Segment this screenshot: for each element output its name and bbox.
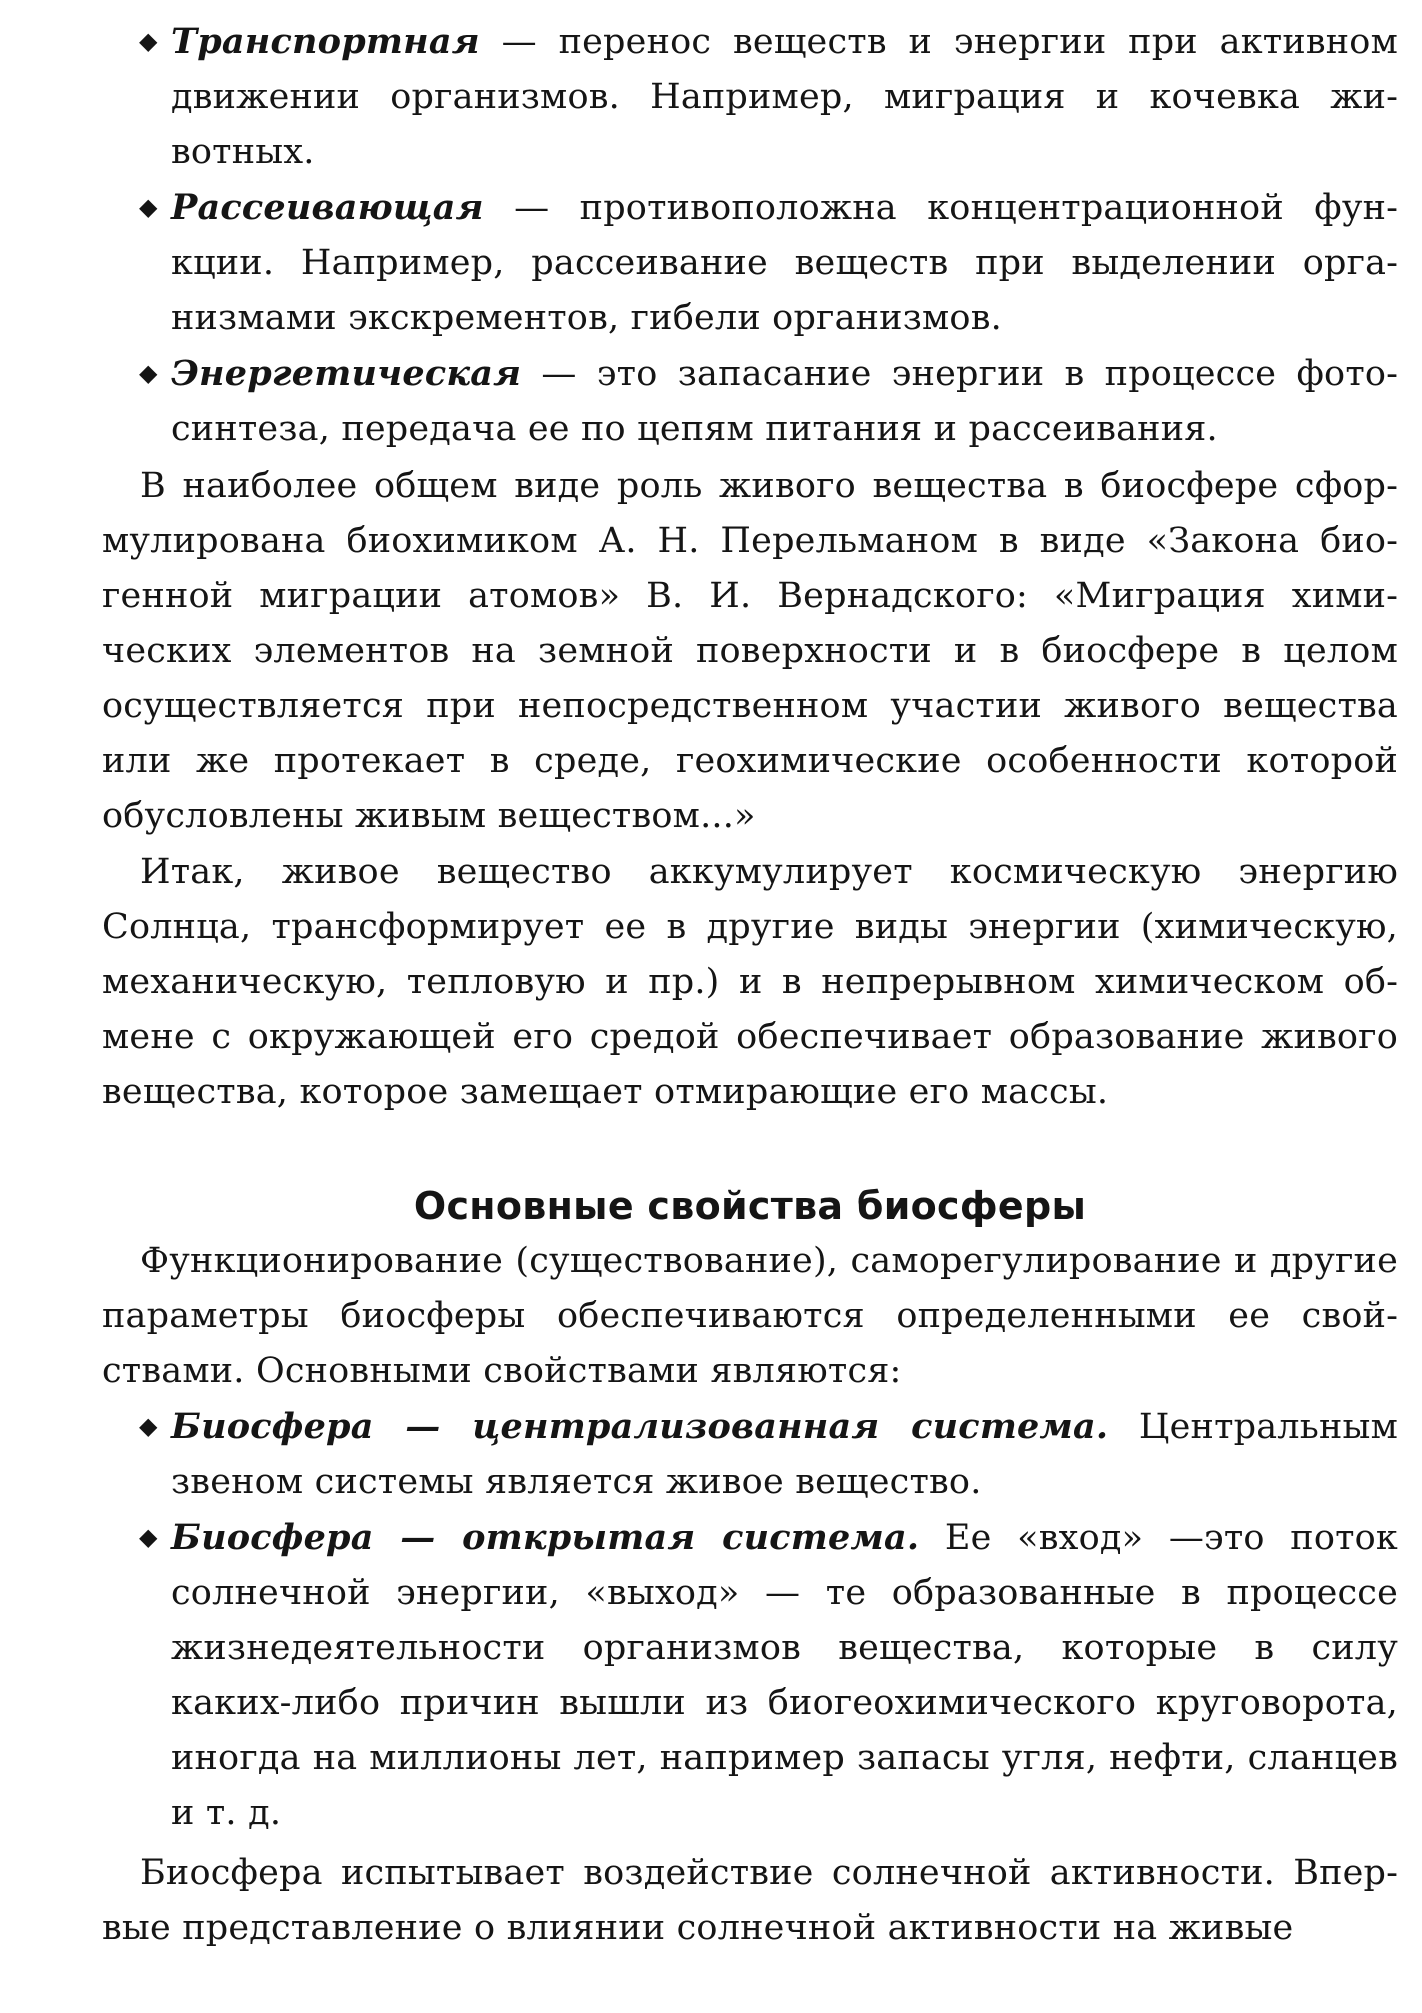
- paragraph-solar-activity: Биосфера испытывает воздействие солнечной активности. Впервые представление о влиянии солнечной активности на живые: [102, 1853, 1398, 1948]
- term-open-system: Биосфера — открытая система.: [171, 1517, 920, 1558]
- diamond-bullet-icon: ◆: [139, 1523, 158, 1551]
- term-centralized: Биосфера — централизованная система.: [171, 1406, 1109, 1447]
- diamond-bullet-icon: ◆: [139, 359, 158, 387]
- list-item-open-system: [102, 1510, 1398, 1841]
- document-page: [102, 14, 1398, 1956]
- list-item-dispersing: [102, 180, 1398, 346]
- definition-dispersing: — противоположна концентрационной функции. Например, рассеивание веществ при выделении организмами экскрементов, гибели организмов.: [171, 188, 1398, 338]
- paragraph-perelman-law: В наиболее общем виде роль живого вещества в биосфере сформулирована биохимиком А. Н. Перельманом в виде «Закона биогенной миграции атомов» В. И. Вернадского: «Миграция химических элементов на земной поверхности и в биосфере в целом осуществляется при непосредственном участии живого вещества или же протекает в среде, геохимические особенности которой обусловлены живым веществом...»: [102, 466, 1398, 836]
- diamond-bullet-icon: ◆: [139, 1412, 158, 1440]
- list-item-centralized: [102, 1399, 1398, 1510]
- diamond-bullet-icon: ◆: [139, 27, 158, 55]
- definition-transport: — перенос веществ и энергии при активном движении организмов. Например, миграция и кочевка животных.: [171, 22, 1398, 172]
- definition-open-system: Ее «вход» —это поток солнечной энергии, «выход» — те образованные в процессе жизнедеятельности организмов вещества, которые в силу каких-либо причин вышли из биогеохимического круговорота, иногда на миллионы лет, например запасы угля, нефти, сланцев и т. д.: [171, 1518, 1398, 1833]
- paragraph-summary: Итак, живое вещество аккумулирует космическую энергию Солнца, трансформирует ее в другие виды энергии (химическую, механическую, тепловую и пр.) и в непрерывном химическом обмене с окружающей его средой обеспечивает образование живого вещества, которое замещает отмирающие его массы.: [102, 852, 1398, 1112]
- section-heading: Основные свойства биосферы: [413, 1184, 1087, 1228]
- term-energy: Энергетическая: [171, 353, 522, 394]
- list-item-transport: [102, 14, 1398, 180]
- function-list: [102, 14, 1398, 457]
- term-transport: Транспортная: [171, 21, 480, 62]
- list-item-energy: [102, 346, 1398, 457]
- paragraph-properties-intro: Функционирование (существование), саморегулирование и другие параметры биосферы обеспечиваются определенными ее свойствами. Основными свойствами являются:: [102, 1241, 1398, 1391]
- definition-energy: — это запасание энергии в процессе фотосинтеза, передача ее по цепям питания и рассеивания.: [171, 354, 1398, 449]
- term-dispersing: Рассеивающая: [171, 187, 484, 228]
- properties-list: [102, 1399, 1398, 1841]
- definition-centralized: Центральным звеном системы является живое вещество.: [171, 1407, 1399, 1502]
- diamond-bullet-icon: ◆: [139, 193, 158, 221]
